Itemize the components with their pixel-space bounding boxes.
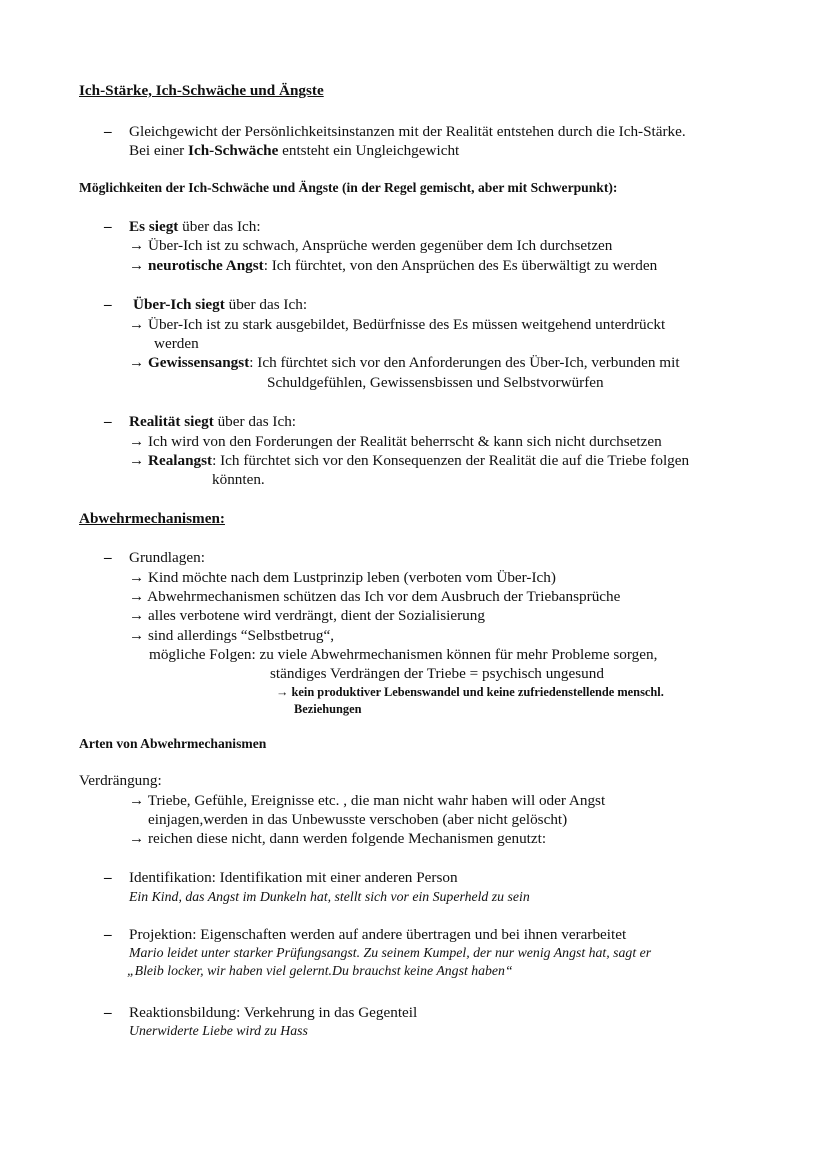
- projektion-example-1: Mario leidet unter starker Prüfungsangst. Zu seinem Kumpel, der nur wenig Angst hat, sagt er: [129, 945, 652, 960]
- grundlagen-folgen-2: ständiges Verdrängen der Triebe = psychisch ungesund: [270, 665, 604, 682]
- realitaet-siegt-item: Realität siegt über das Ich:: [129, 413, 297, 430]
- es-siegt-item: Es siegt über das Ich:: [129, 218, 261, 235]
- section-heading-arten: Arten von Abwehrmechanismen: [79, 736, 267, 751]
- es-arrow-2: → neurotische Angst: Ich fürchtet, von den Ansprüchen des Es überwältigt zu werden: [129, 257, 658, 274]
- page-title: Ich-Stärke, Ich-Schwäche und Ängste: [79, 82, 324, 99]
- ueberich-arrow-2: → Gewissensangst: Ich fürchtet sich vor den Anforderungen des Über-Ich, verbunden mit: [129, 354, 680, 371]
- realitaet-arrow-2: → Realangst: Ich fürchtet sich vor den Konsequenzen der Realität die auf die Triebe folgen: [129, 452, 690, 469]
- section-heading-abwehr: Abwehrmechanismen:: [79, 510, 225, 527]
- verdraengung-arrow-2: → reichen diese nicht, dann werden folgende Mechanismen genutzt:: [129, 830, 547, 847]
- bullet-dash: –: [104, 549, 112, 566]
- ueberich-arrow-2-cont: Schuldgefühlen, Gewissensbissen und Selbstvorwürfen: [267, 374, 604, 391]
- grundlagen-arrow-3: → alles verbotene wird verdrängt, dient der Sozialisierung: [129, 607, 485, 624]
- bullet-dash: –: [104, 869, 112, 886]
- realitaet-arrow-2-cont: könnten.: [212, 471, 265, 488]
- ueberich-arrow-1-cont: werden: [154, 335, 199, 352]
- bullet-dash: –: [104, 413, 112, 430]
- verdraengung-arrow-1: → Triebe, Gefühle, Ereignisse etc. , die man nicht wahr haben will oder Angst: [129, 792, 606, 809]
- intro-line-2: Bei einer Ich-Schwäche entsteht ein Ungleichgewicht: [129, 142, 460, 159]
- grundlagen-folgen-3: → kein produktiver Lebenswandel und keine zufriedenstellende menschl.: [276, 685, 664, 699]
- grundlagen-folgen-1: mögliche Folgen: zu viele Abwehrmechanismen können für mehr Probleme sorgen,: [149, 646, 658, 663]
- verdraengung-arrow-1-cont: einjagen,werden in das Unbewusste verschoben (aber nicht gelöscht): [148, 811, 568, 828]
- bullet-dash: –: [104, 1004, 112, 1021]
- section-heading-moeglichkeiten: Möglichkeiten der Ich-Schwäche und Ängste (in der Regel gemischt, aber mit Schwerpunkt):: [79, 180, 618, 195]
- grundlagen-arrow-2: → Abwehrmechanismen schützen das Ich vor dem Ausbruch der Triebansprüche: [129, 588, 621, 605]
- ueberich-arrow-1: → Über-Ich ist zu stark ausgebildet, Bedürfnisse des Es müssen weitgehend unterdrückt: [129, 316, 666, 333]
- projektion-example-2: „Bleib locker, wir haben viel gelernt.Du brauchst keine Angst haben“: [127, 963, 513, 978]
- reaktionsbildung-item: Reaktionsbildung: Verkehrung in das Gegenteil: [129, 1004, 418, 1021]
- intro-line-1: Gleichgewicht der Persönlichkeitsinstanzen mit der Realität entstehen durch die Ich-Stärke.: [129, 123, 686, 140]
- es-arrow-1: → Über-Ich ist zu schwach, Ansprüche werden gegenüber dem Ich durchsetzen: [129, 237, 613, 254]
- realitaet-arrow-1: → Ich wird von den Forderungen der Realität beherrscht & kann sich nicht durchsetzen: [129, 433, 662, 450]
- bullet-dash: –: [104, 926, 112, 943]
- bullet-dash: –: [104, 123, 112, 140]
- identifikation-item: Identifikation: Identifikation mit einer anderen Person: [129, 869, 458, 886]
- grundlagen-label: Grundlagen:: [129, 549, 205, 566]
- ueberich-siegt-item: Über-Ich siegt über das Ich:: [133, 296, 308, 313]
- grundlagen-folgen-4: Beziehungen: [294, 702, 362, 716]
- projektion-item: Projektion: Eigenschaften werden auf andere übertragen und bei ihnen verarbeitet: [129, 926, 627, 943]
- bullet-dash: –: [104, 296, 112, 313]
- reaktionsbildung-example: Unerwiderte Liebe wird zu Hass: [129, 1023, 308, 1038]
- verdraengung-label: Verdrängung:: [79, 772, 162, 789]
- bullet-dash: –: [104, 218, 112, 235]
- grundlagen-arrow-4: → sind allerdings “Selbstbetrug“,: [129, 627, 334, 644]
- identifikation-example: Ein Kind, das Angst im Dunkeln hat, stellt sich vor ein Superheld zu sein: [129, 889, 530, 904]
- grundlagen-arrow-1: → Kind möchte nach dem Lustprinzip leben (verboten vom Über-Ich): [129, 569, 556, 586]
